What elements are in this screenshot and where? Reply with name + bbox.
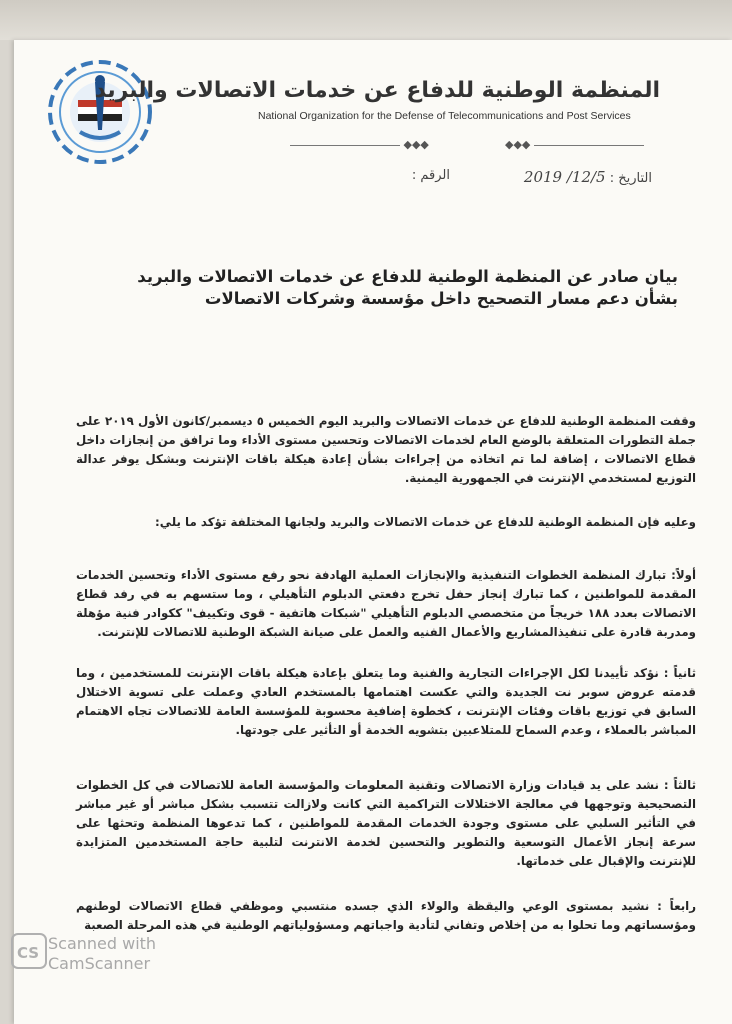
watermark-line-2: CamScanner [48,954,151,973]
divider-left [290,138,429,152]
watermark-line-1: Scanned with [48,934,157,953]
organization-logo [40,52,160,172]
divider-right [505,138,644,152]
reference-field [412,168,450,183]
date-value: 2019 /12/5 [523,168,606,186]
point-fourth: رابعاً : نشيد بمستوى الوعي واليقظة والولاء الذي جسده منتسبي وموظفي قطاع الاتصالات لوطنهم ومؤسساتهم وما تحلوا به من إخلاص وتفاني لتأدية واجباتهم ومسؤولياتهم الوطنية في هذه المرحلة الصعبة [76,899,696,932]
point-third: ثالثاً : نشد على يد قيادات وزارة الاتصالات وتقنية المعلومات والمؤسسة العامة للاتصالات في كل الخطوات التصحيحية وتوجهها في معالجة الاختلالات التراكمية التي كانت ولازالت تتسبب بشكل مباشر أو غير مباشر في التأثير السلبي على مستوى وجودة الخدمات المقدمة للمواطنين ، كما تدعوها المنظمة وتحثها على سرعة إنجاز الأعمال التوسعية والتطوير والتحسين لخدمة الانترنت لتلبية حاجة المستخدمين المتزايدة للإنترنت والإقبال على خدماتها. [76,778,696,868]
point-first: أولاً: تبارك المنظمة الخطوات التنفيذية والإنجازات العملية الهادفة نحو رفع مستوى الأداء وتحسين الخدمات المقدمة للمواطنين ، كما تبارك إنجاز حفل تخرج دفعتي الدبلوم التأهيلي ، وما ستسهم به في رفد قطاع الاتصالات بعدد ١٨٨ خريجاً من متخصصي الدبلوم التأهيلي "شبكات هاتفية - قوى وتكييف" ككوادر فنية مؤهلة ومدربة قادرة على تنفيذالمشاريع والأعمال الفنيه والعمل على صيانة الشبكة الوطنية للاتصالات للإنترنت. [76,568,696,639]
point-second: ثانياً : نؤكد تأييدنا لكل الإجراءات التجارية والفنية وما يتعلق بإعادة هيكلة باقات الإنترنت للمستخدمين ، وما قدمته عروض سوبر نت الجديدة والتي عكست اهتمامها بالمستخدم العادي وعملت على تسوية الاختلال السابق في توزيع باقات وفئات الإنترنت ، كخطوة إضافية محسوبة للمؤسسة العامة للاتصالات تجاه الاهتمام المباشر بالعملاء ، وعدم السماح للمتلاعبين بتشويه الخدمة أو التأثير على جودتها. [76,666,696,737]
date-field [524,168,652,186]
statement-title: بيان صادر عن المنظمة الوطنية للدفاع عن خدمات الاتصالات والبريد بشأن دعم مسار التصحيح داخل مؤسسة وشركات الاتصالات [137,267,678,308]
organization-name-arabic: المنظمة الوطنية للدفاع عن خدمات الاتصالات والبريد [94,78,660,103]
scanner-watermark [48,934,156,974]
svg-text:CS: CS [17,944,40,962]
letter-page [14,40,732,1024]
divider-mark: ◆◆◆ [403,138,429,151]
divider-mark: ◆◆◆ [505,138,531,151]
scanner-edge [0,0,732,40]
organization-name-english: National Organization for the Defense of Telecommunications and Post Services [258,110,631,122]
intro-paragraph: وقفت المنظمة الوطنية للدفاع عن خدمات الاتصالات والبريد اليوم الخميس ٥ ديسمبر/كانون الأول ٢٠١٩ على جملة التطورات المتعلقة بالوضع العام لخدمات الاتصالات وتحسين مستوى الأداء وما ترافق من إنجازات داخل قطاع الاتصالات ، إضافة لما تم اتخاذه من إجراءات بشأن إعادة هيكلة باقات الإنترنت وبشكل يوفر عدالة التوزيع لمستخدمي الإنترنت في الجمهورية اليمنية. [76,414,697,485]
date-label: التاريخ : [609,171,652,186]
lead-in-paragraph: وعليه فإن المنظمة الوطنية للدفاع عن خدمات الاتصالات والبريد ولجانها المختلفة تؤكد ما يلي: [155,515,696,529]
reference-label: الرقم : [411,168,450,183]
